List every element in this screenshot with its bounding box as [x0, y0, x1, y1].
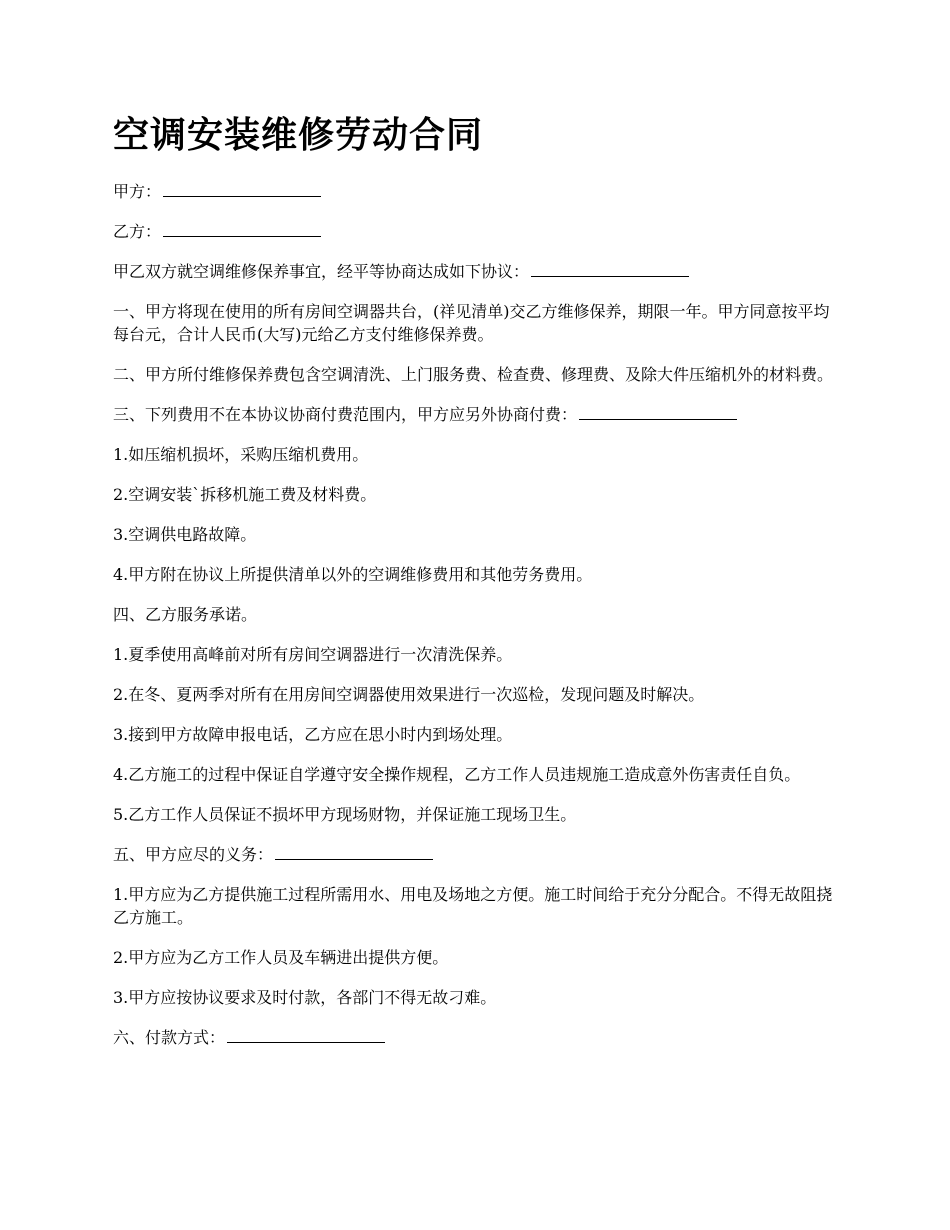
clause-1: 一、甲方将现在使用的所有房间空调器共台，(祥见清单)交乙方维修保养，期限一年。甲方同意按平均每台元，合计人民币(大写)元给乙方支付维修保养费。	[113, 302, 830, 344]
clause-4-item-4: 4.乙方施工的过程中保证自学遵守安全操作规程，乙方工作人员违规施工造成意外伤害责任自负。	[113, 765, 801, 784]
clause-3-item-4: 4.甲方附在协议上所提供清单以外的空调维修费用和其他劳务费用。	[113, 565, 593, 584]
clause-5-item-2: 2.甲方应为乙方工作人员及车辆进出提供方便。	[113, 948, 449, 967]
clause-2: 二、甲方所付维修保养费包含空调清洗、上门服务费、检查费、修理费、及除大件压缩机外的材料费。	[113, 365, 834, 384]
clause-5-item-3: 3.甲方应按协议要求及时付款，各部门不得无故刁难。	[113, 988, 497, 1007]
fill-in-blank	[275, 845, 433, 860]
clause-6	[113, 1026, 843, 1049]
clause-3-item-3: 3.空调供电路故障。	[113, 525, 257, 544]
fill-in-blank	[579, 405, 737, 420]
party-a-line	[113, 180, 843, 203]
party-b-line	[113, 220, 843, 243]
fill-in-blank	[531, 262, 689, 277]
clause-3-item-2: 2.空调安装`拆移机施工费及材料费。	[113, 485, 377, 504]
clause-4-item-1: 1.夏季使用高峰前对所有房间空调器进行一次清洗保养。	[113, 645, 513, 664]
paragraph-text: 三、下列费用不在本协议协商付费范围内，甲方应另外协商付费：	[113, 405, 578, 424]
paragraph-text: 甲乙双方就空调维修保养事宜，经平等协商达成如下协议：	[113, 262, 530, 281]
clause-4-item-5: 5.乙方工作人员保证不损坏甲方现场财物，并保证施工现场卫生。	[113, 805, 577, 824]
document-title: 空调安装维修劳动合同	[113, 115, 484, 156]
fill-in-blank	[163, 182, 321, 197]
agreement-intro	[113, 260, 843, 283]
paragraph-text: 甲方：	[113, 182, 162, 201]
clause-4-item-3: 3.接到甲方故障申报电话，乙方应在思小时内到场处理。	[113, 725, 513, 744]
paragraph-text: 乙方：	[113, 222, 162, 241]
fill-in-blank	[163, 222, 321, 237]
paragraph-text: 五、甲方应尽的义务：	[113, 845, 274, 864]
clause-4: 四、乙方服务承诺。	[113, 605, 258, 624]
fill-in-blank	[227, 1028, 385, 1043]
clause-5	[113, 843, 843, 866]
paragraph-text: 六、付款方式：	[113, 1028, 226, 1047]
clause-5-item-1: 1.甲方应为乙方提供施工过程所需用水、用电及场地之方便。施工时间给于充分分配合。不得无故阻挠乙方施工。	[113, 885, 833, 927]
clause-3	[113, 403, 843, 426]
document-body	[113, 180, 843, 1066]
clause-3-item-1: 1.如压缩机损坏，采购压缩机费用。	[113, 445, 369, 464]
clause-4-item-2: 2.在冬、夏两季对所有在用房间空调器使用效果进行一次巡检，发现问题及时解决。	[113, 685, 705, 704]
